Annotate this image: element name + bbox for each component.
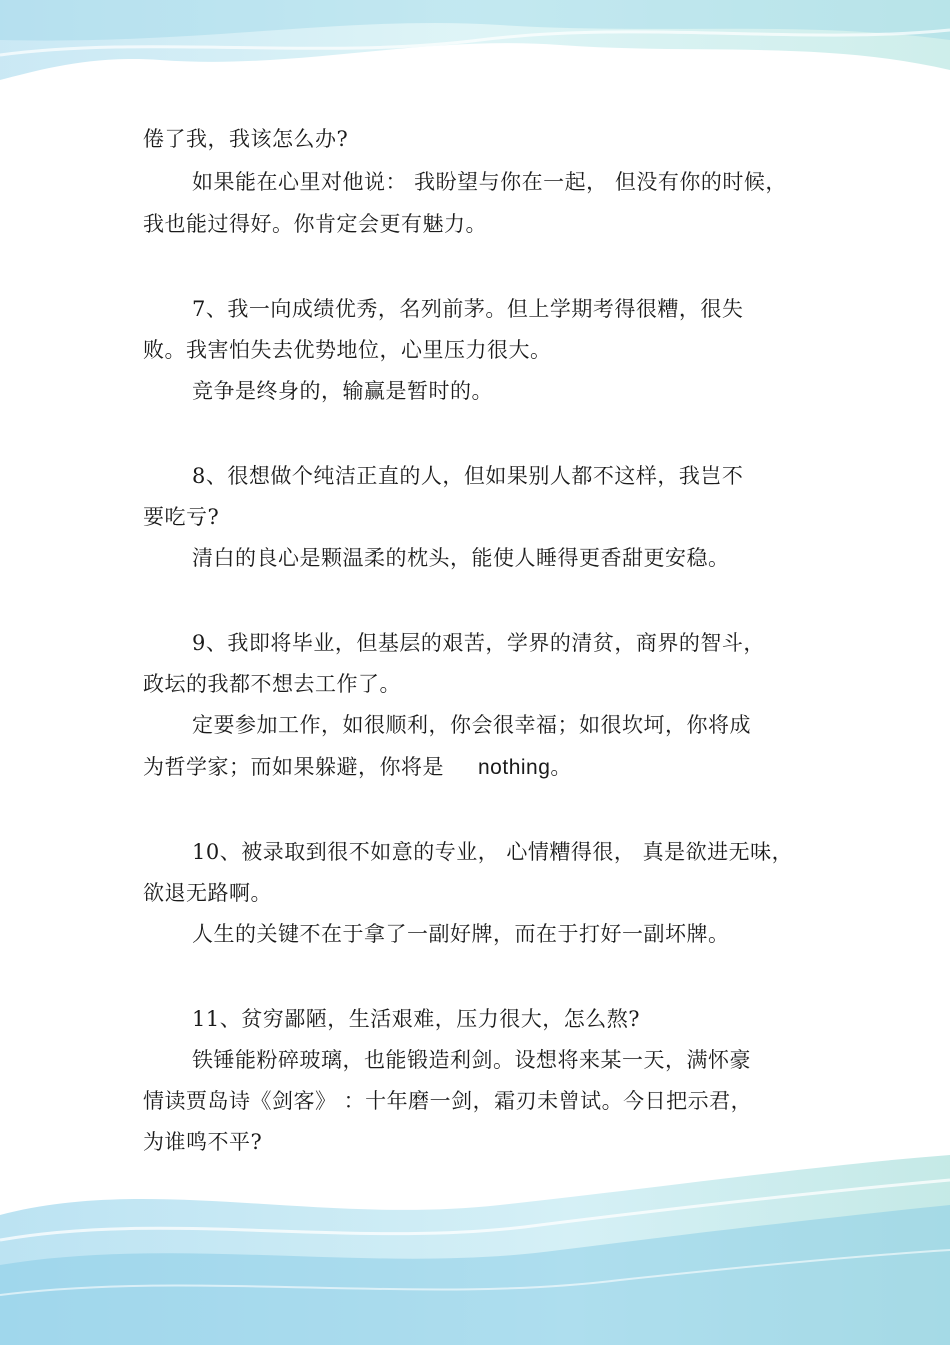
paragraph-line: 要吃亏? — [143, 505, 220, 529]
paragraph-line: 情读贾岛诗《剑客》 ：十年磨一剑，霜刃未曾试。今日把示君， — [143, 1089, 753, 1113]
question-11-line: 11、贫穷鄙陋，生活艰难，压力很大，怎么熬? — [192, 1007, 640, 1031]
answer-9-line: 定要参加工作，如很顺利，你会很幸福；如很坎坷，你将成 — [192, 713, 751, 737]
paragraph-line: 倦了我，我该怎么办? — [143, 127, 349, 151]
question-9-line: 9、我即将毕业，但基层的艰苦，学界的清贫，商界的智斗， — [192, 631, 765, 655]
answer-8-line: 清白的良心是颗温柔的枕头，能使人睡得更香甜更安稳。 — [192, 546, 730, 570]
paragraph-line: 政坛的我都不想去工作了。 — [143, 672, 401, 696]
answer-9-text: 为哲学家；而如果躲避，你将是 — [143, 755, 444, 779]
top-wave-decoration — [0, 0, 950, 90]
answer-10-line: 人生的关键不在于拿了一副好牌，而在于打好一副坏牌。 — [192, 922, 730, 946]
paragraph-line — [143, 752, 572, 783]
paragraph-line: 败。我害怕失去优势地位，心里压力很大。 — [143, 338, 552, 362]
paragraph-line: 如果能在心里对他说： 我盼望与你在一起， 但没有你的时候， — [192, 170, 787, 194]
period: 。 — [550, 755, 572, 779]
bottom-wave-decoration — [0, 1155, 950, 1345]
question-10-line: 10、被录取到很不如意的专业， 心情糟得很， 真是欲进无味， — [192, 840, 794, 864]
paragraph-line: 为谁鸣不平? — [143, 1130, 263, 1154]
paragraph-line: 我也能过得好。你肯定会更有魅力。 — [143, 212, 487, 236]
answer-11-line: 铁锤能粉碎玻璃，也能锻造利剑。设想将来某一天，满怀豪 — [192, 1048, 751, 1072]
nothing-word: nothing — [478, 756, 551, 779]
paragraph-line: 欲退无路啊。 — [143, 881, 272, 905]
question-7-line: 7、我一向成绩优秀，名列前茅。但上学期考得很糟，很失 — [192, 297, 744, 321]
question-8-line: 8、很想做个纯洁正直的人，但如果别人都不这样，我岂不 — [192, 464, 744, 488]
answer-7-line: 竞争是终身的，输赢是暂时的。 — [192, 379, 493, 403]
